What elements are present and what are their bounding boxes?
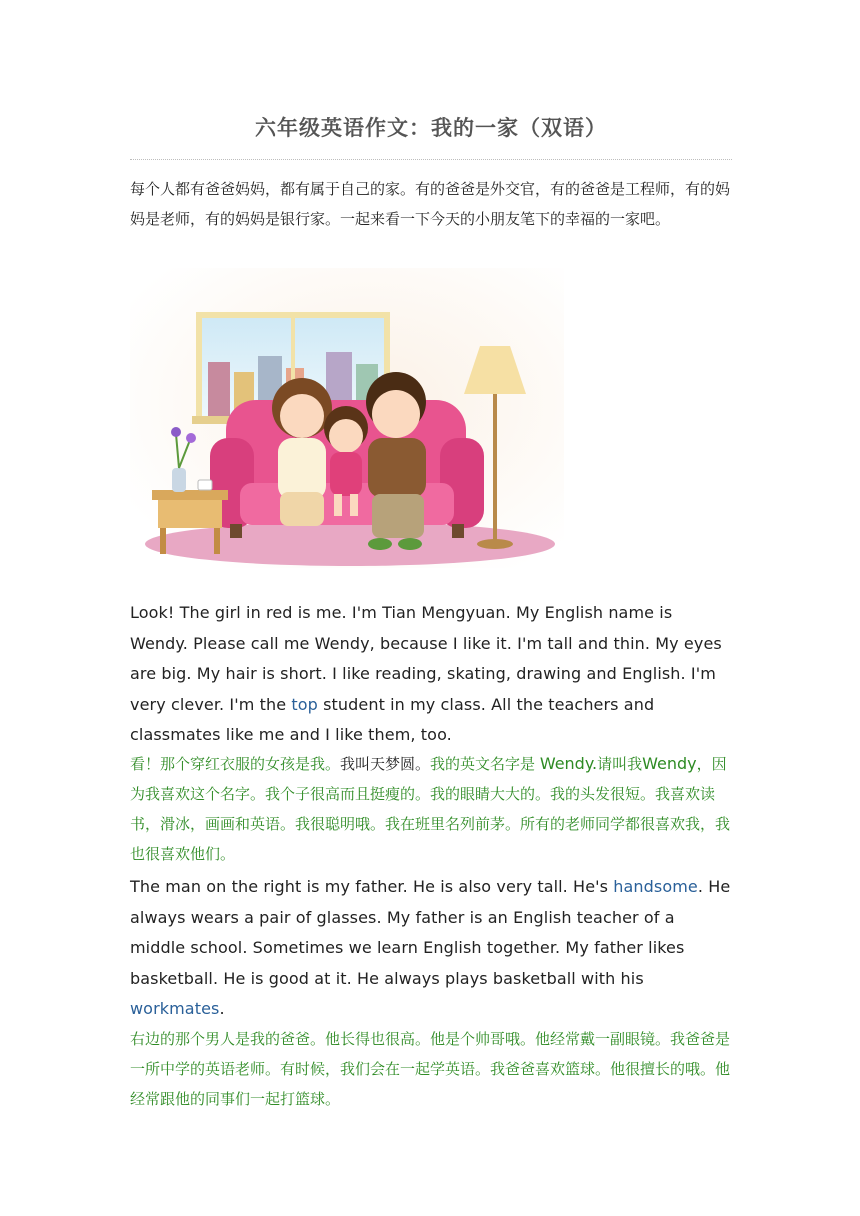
intro-paragraph: 每个人都有爸爸妈妈，都有属于自己的家。有的爸爸是外交官，有的爸爸是工程师，有的妈妈是老师，有的妈妈是银行家。一起来看一下今天的小朋友笔下的幸福的一家吧。 (130, 180, 731, 228)
cn1-part-d: Wendy. (539, 754, 598, 773)
english-paragraph-2 (130, 872, 732, 1025)
cn1-part-g: ，因为我喜欢这个名字。我个子很高而且挺瘦的。我的眼睛大大的。我的头发很短。我喜欢读书，滑冰，画画和英语。我很聪明哦。我在班里名列前茅。所有的老师同学都很喜欢我，我也很喜欢他们。 (130, 755, 731, 863)
para2-text-before: The man on the right is my father. He is also very tall. He's (130, 877, 614, 896)
link-workmates[interactable]: workmates (130, 999, 220, 1018)
cn1-part-b: 我叫天梦圆。 (340, 755, 431, 773)
link-top[interactable]: top (291, 694, 318, 714)
para1-text-before: Look! The girl in red is me. I'm Tian Mengyuan. My English name is Wendy. Please call me Wendy, because I like it. I'm tall and thin. My eyes are big. My hair is short. I like reading, skating, drawing and English. I'm very clever. I'm the (130, 603, 722, 714)
chinese-translation-1 (130, 749, 732, 869)
cn1-part-e: 请叫我 (597, 755, 643, 773)
link-handsome[interactable]: handsome (613, 877, 698, 896)
para2-text-after: . (219, 999, 225, 1018)
cn1-part-f: Wendy (642, 754, 697, 773)
para2-text-mid: . He always wears a pair of glasses. My father is an English teacher of a middle school. Sometimes we learn English together. My father likes basketball. He is good at it. He always plays basketball with his (130, 877, 731, 988)
page-title: 六年级英语作文：我的一家（双语） (255, 115, 607, 140)
cn1-part-c: 我的英文名字是 (430, 755, 540, 773)
family-on-sofa-illustration (130, 268, 564, 568)
english-paragraph-1 (130, 598, 732, 751)
title-divider (130, 159, 732, 160)
cn1-part-a: 看！那个穿红衣服的女孩是我。 (130, 755, 341, 773)
chinese-translation-2: 右边的那个男人是我的爸爸。他长得也很高。他是个帅哥哦。他经常戴一副眼镜。我爸爸是一所中学的英语老师。有时候，我们会在一起学英语。我爸爸喜欢篮球。他很擅长的哦。他经常跟他的同事们一起打篮球。 (130, 1030, 731, 1108)
para1-text-after: student in my class. All the teachers and classmates like me and I like them, too. (130, 694, 655, 744)
